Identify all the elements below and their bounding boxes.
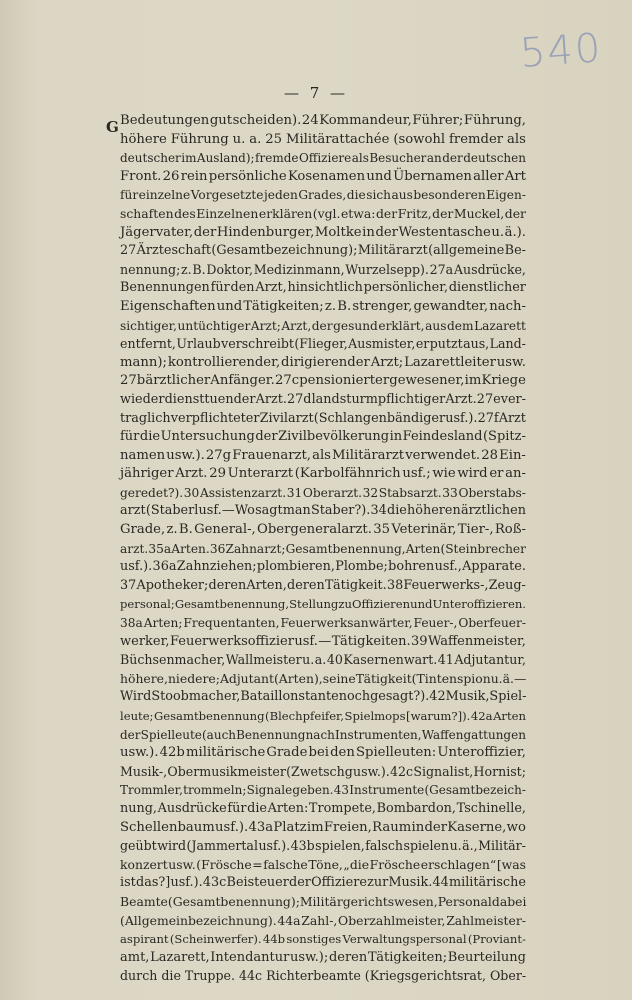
- text-line: personal; Gesamtbenennung, Stellung zu Offizieren und Unteroffizieren.: [120, 597, 526, 612]
- signature-mark: G: [106, 118, 119, 136]
- text-line: amt, Lazarett, Intendantur usw.); deren Tätigkeiten; Beurteilung: [120, 949, 526, 965]
- text-line: 37 Apotheker; deren Arten, deren Tätigkeit. 38 Feuerwerks-, Zeug-: [120, 577, 526, 593]
- body-text: [120, 112, 526, 986]
- text-line: entfernt, Urlaub verschreibt (Flieger, Ausmister, er putzt aus, Land-: [120, 336, 526, 352]
- text-line: traglich verpflichteter Zivilarzt (Schlangenbändiger usf.). 27f Arzt: [120, 410, 526, 426]
- text-line: 27b ärztlicher Anfänger. 27c pensionierter gewesener, im Kriege: [120, 373, 526, 389]
- text-line: Grade, z. B. General-, Obergeneralarzt. 35 Veterinär, Tier-, Roß-: [120, 522, 526, 538]
- text-line: deutscher im Ausland); fremde Offiziere als Besucher an der deutschen: [120, 151, 526, 166]
- text-line: Front. 26 rein persönliche Kosenamen und Übernamen aller Art: [120, 168, 526, 184]
- text-line: namen usw.). 27g Frauenarzt, als Militärarzt verwendet. 28 Ein-: [120, 447, 526, 463]
- text-line: usf.). 36a Zahnziehen; plombieren, Plombe; bohren usf., Apparate.: [120, 559, 526, 575]
- text-line: Benennungen für den Arzt, hinsichtlich persönlicher, dienstlicher: [120, 280, 526, 296]
- text-line: arzt (Staberl usf. — Wo sagt man Staber?). 34 die höheren ärztlichen: [120, 503, 526, 519]
- text-line: schaften des Einzelnen erklären (vgl. etwa: der Fritz, der Muckel, der: [120, 205, 526, 221]
- text-line: Jägervater, der Hindenburger, Moltke in der Westentasche u. ä.).: [120, 224, 526, 240]
- text-line: geredet?). 30 Assistenzarzt. 31 Oberarzt. 32 Stabsarzt. 33 Oberstabs-: [120, 485, 526, 500]
- text-line: aspirant (Scheinwerfer). 44b sonstiges Verwaltungspersonal (Proviant-: [120, 932, 526, 947]
- text-line: höhere Führung u. a. 25 Militärattachée (sowohl fremder als: [120, 131, 526, 147]
- text-line: Wird Stoobmacher, Bataillonstante noch gesagt?). 42 Musik, Spiel-: [120, 689, 527, 705]
- text-line: mann); kontrollierender, dirigierender Arzt; Lazarettleiter usw.: [120, 354, 526, 370]
- text-line: (Allgemeinbezeichnung). 44a Zahl-, Oberzahlmeister, Zahlmeister-: [120, 912, 526, 928]
- text-line: 38a Arten; Frequentanten, Feuerwerksanwärter, Feuer-, Oberfeuer-: [120, 616, 526, 631]
- text-line: der Spielleute (auch Benennung nach Instrumenten, Waffengattungen: [120, 727, 526, 742]
- text-line: wieder diensttuender Arzt. 27d landsturmpflichtiger Arzt. 27e ver-: [120, 391, 526, 407]
- text-line: arzt. 35a Arten. 36 Zahnarzt; Gesamtbenennung, Arten (Steinbrecher: [120, 541, 526, 556]
- text-line: Büchsenmacher, Wallmeister u. a. 40 Kasernenwart. 41 Adjutantur,: [120, 652, 526, 668]
- text-line: Schellenbaum usf.). 43a Platz im Freien, Raum in der Kaserne, wo: [120, 819, 526, 835]
- text-line: 27 Ärzteschaft (Gesamtbezeichnung); Militärarzt (allgemeine Be-: [120, 243, 526, 259]
- text-line: nennung; z. B. Doktor, Medizinmann, Wurzelsepp). 27a Ausdrücke,: [120, 261, 526, 277]
- text-line: für einzelne Vorgesetzte jeden Grades, die sich aus besonderen Eigen-: [120, 188, 526, 203]
- text-line: Beamte (Gesamtbenennung); Militärgerichtswesen, Personal dabei: [120, 893, 527, 909]
- text-line: usw.). 42b militärische Grade bei den Spielleuten: Unteroffizier,: [120, 745, 526, 761]
- text-line: höhere, niedere; Adjutant (Arten), seine Tätigkeit (Tintenspion u. ä. —: [120, 670, 527, 686]
- text-line: Musik-, Obermusikmeister (Zwetschg usw.). 42c Signalist, Hornist;: [120, 763, 526, 779]
- text-line: Trommler, trommeln; Signale geben. 43 Instrumente (Gesamtbezeich-: [120, 783, 526, 798]
- text-line: werker, Feuerwerksoffizier usf. — Tätigkeiten. 39 Waffenmeister,: [120, 633, 526, 649]
- text-line: für die Untersuchung der Zivilbevölkerung in Feindesland (Spitz-: [120, 429, 526, 445]
- text-line: nung, Ausdrücke für die Arten: Trompete, Bombardon, Tschinelle,: [120, 800, 526, 816]
- text-line: sichtiger, untüchtiger Arzt; Arzt, der gesund erklärt, aus dem Lazarett: [120, 318, 526, 333]
- text-line: konzert usw. (Frösche = falsche Töne, „die Frösche erschlagen“ [was: [120, 856, 526, 872]
- text-line: ist das?] usf.). 43c Beisteuer der Offiziere zur Musik. 44 militärische: [120, 875, 526, 891]
- text-line: leute; Gesamtbenennung (Blechpfeifer, Spielmops [warum?]). 42a Arten: [120, 709, 526, 723]
- text-line: geübt wird (Jammertal usf.). 43b spielen, falsch spielen u. ä., Militär-: [120, 838, 526, 854]
- text-line: durch die Truppe. 44c Richterbeamte (Kriegsgerichtsrat, Ober-: [120, 968, 527, 984]
- text-line: Eigenschaften und Tätigkeiten; z. B. strenger, gewandter, nach-: [120, 298, 526, 314]
- text-line: Bedeutungen gut scheiden). 24 Kommandeur, Führer; Führung,: [120, 113, 526, 128]
- text-line: jähriger Arzt. 29 Unterarzt (Karbolfähnrich usf.; wie wird er an-: [120, 466, 526, 482]
- handwritten-page-note: 540: [518, 25, 604, 77]
- page-number: — 7 —: [283, 84, 349, 102]
